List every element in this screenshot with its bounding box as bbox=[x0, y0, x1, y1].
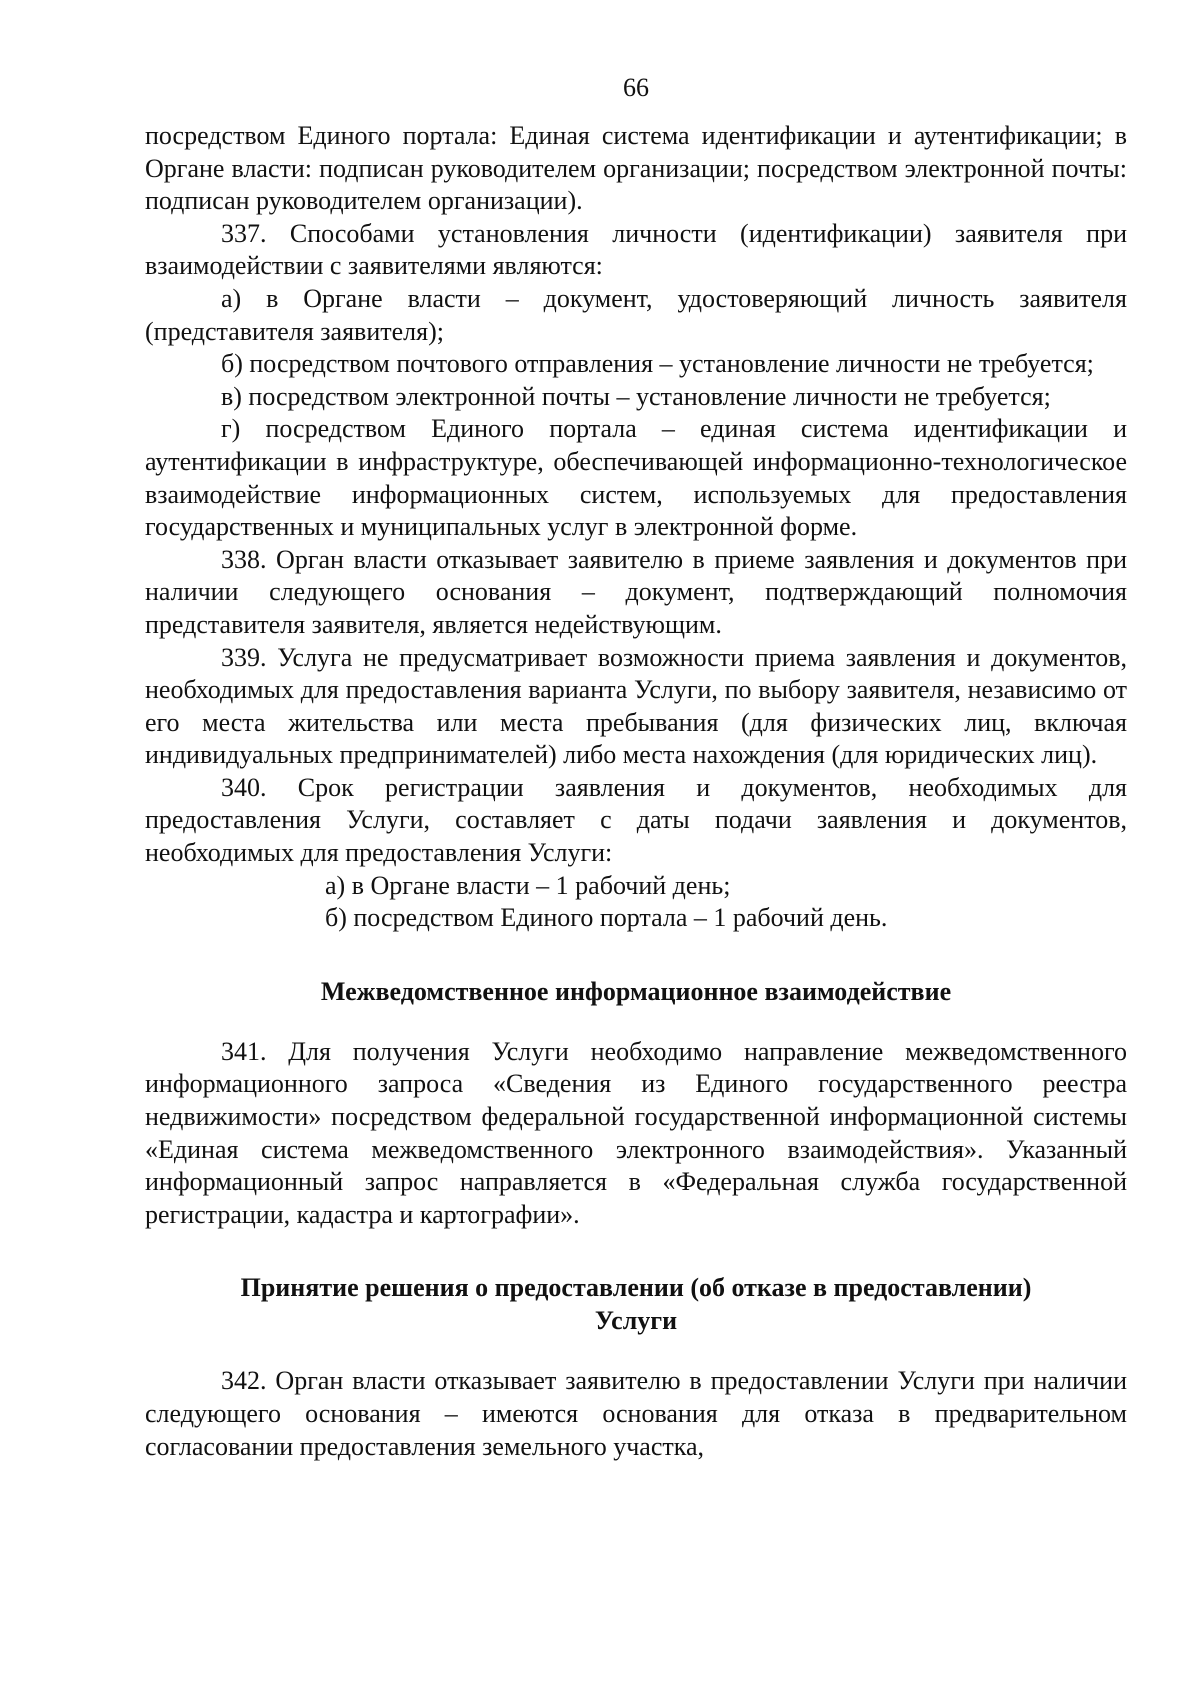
paragraph-340: 340. Срок регистрации заявления и документов, необходимых для предоставления Услуги, составляет с даты подачи заявления и документов, необходимых для предоставления Услуги: bbox=[145, 772, 1127, 868]
paragraph-338: 338. Орган власти отказывает заявителю в приеме заявления и документов при наличии следующего основания – документ, подтверждающий полномочия представителя заявителя, является недействующим. bbox=[145, 544, 1127, 639]
paragraph-342: 342. Орган власти отказывает заявителю в предоставлении Услуги при наличии следующего основания – имеются основания для отказа в предварительном согласовании предоставления земельного участка, bbox=[145, 1366, 1127, 1461]
section-heading-interagency: Межведомственное информационное взаимодействие bbox=[320, 976, 952, 1006]
section-heading-decision-line2: Услуги bbox=[594, 1306, 678, 1336]
paragraph-341: 341. Для получения Услуги необходимо направление межведомственного информационного запроса «Сведения из Единого государственного реестра недвижимости» посредством федеральной государственной информационной системы «Единая система межведомственного электронного взаимодействия». Указанный информационный запрос направляется в «Федеральная служба государственной регистрации, кадастра и картографии». bbox=[145, 1036, 1127, 1229]
paragraph-337-v: в) посредством электронной почты – установление личности не требуется; bbox=[221, 381, 1051, 411]
section-heading-decision bbox=[145, 1271, 1127, 1337]
paragraph-337-b: б) посредством почтового отправления – установление личности не требуется; bbox=[221, 349, 1094, 379]
list-item-340-b: б) посредством Единого портала – 1 рабочий день. bbox=[325, 903, 888, 933]
paragraph-337-a: а) в Органе власти – документ, удостоверяющий личность заявителя (представителя заявителя); bbox=[145, 283, 1127, 346]
paragraph-continuation: посредством Единого портала: Единая система идентификации и аутентификации; в Органе власти: подписан руководителем организации; посредством электронной почты: подписан руководителем организации). bbox=[145, 121, 1127, 216]
paragraph-337: 337. Способами установления личности (идентификации) заявителя при взаимодействии с заявителями являются: bbox=[145, 218, 1127, 281]
page-number: 66 bbox=[623, 73, 649, 102]
section-heading-decision-line1: Принятие решения о предоставлении (об отказе в предоставлении) bbox=[240, 1273, 1032, 1303]
list-item-340-a: а) в Органе власти – 1 рабочий день; bbox=[325, 870, 731, 900]
paragraph-339: 339. Услуга не предусматривает возможности приема заявления и документов, необходимых для предоставления варианта Услуги, по выбору заявителя, независимо от его места жительства или места пребывания (для физических лиц, включая индивидуальных предпринимателей) либо места нахождения (для юридических лиц). bbox=[145, 642, 1127, 770]
paragraph-337-g: г) посредством Единого портала – единая система идентификации и аутентификации в инфраструктуре, обеспечивающей информационно-технологическое взаимодействие информационных систем, используемых для предоставления государственных и муниципальных услуг в электронной форме. bbox=[145, 414, 1127, 542]
document-body bbox=[145, 120, 1127, 1463]
